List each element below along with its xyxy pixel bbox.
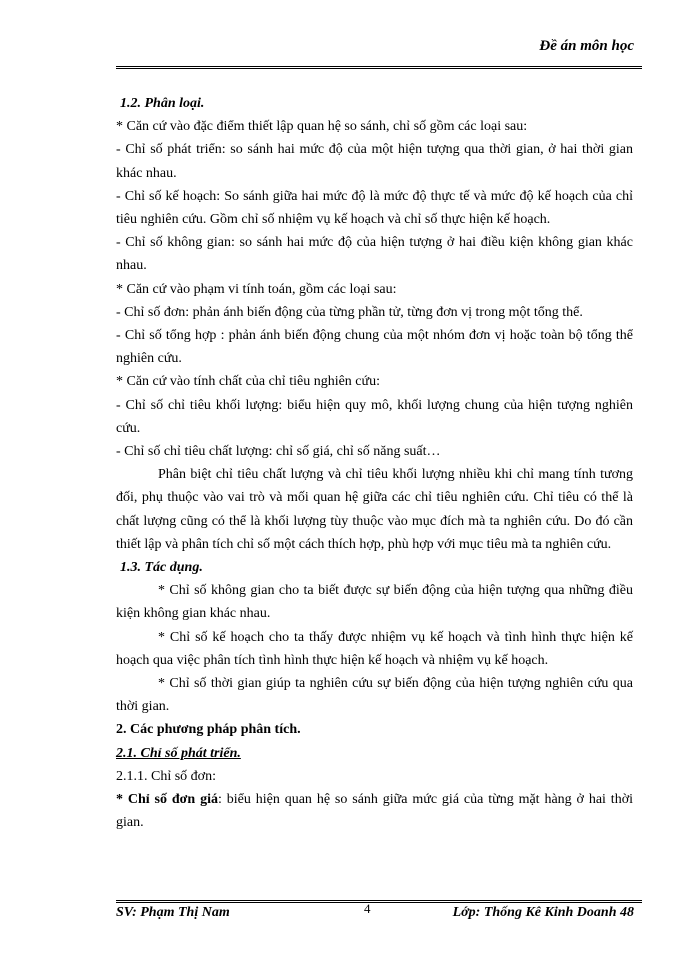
section-heading-1-2: 1.2. Phân loại. — [120, 96, 205, 111]
term-definition: : biểu hiện quan hệ so sánh giữa mức giá của từng mặt hàng ở hai thời gian. — [116, 792, 633, 831]
paragraph: * Căn cứ vào tính chất của chỉ tiêu nghiên cứu: — [116, 374, 380, 390]
section-heading-2-1: 2.1. Chỉ số phát triển. — [116, 745, 241, 761]
paragraph: * Chỉ số kế hoạch cho ta thấy được nhiệm vụ kế hoạch và tình hình thực hiện kế hoạch qua việc phân tích tình hình thực hiện kế hoạch và nhiệm vụ kế hoạch. — [116, 629, 633, 668]
footer-student: SV: Phạm Thị Nam — [116, 905, 230, 920]
term-label: * Chỉ số đơn giá — [116, 792, 218, 808]
paragraph: * Chỉ số thời gian giúp ta nghiên cứu sự biến động của hiện tượng nghiên cứu qua thời gian. — [116, 676, 633, 715]
paragraph: - Chỉ số đơn: phản ánh biến động của từng phần tử, từng đơn vị trong một tổng thể. — [116, 304, 583, 320]
page-number: 4 — [364, 901, 371, 916]
paragraph: * Căn cứ vào đặc điểm thiết lập quan hệ so sánh, chỉ số gồm các loại sau: — [116, 119, 528, 135]
header-title: Đề án môn học — [539, 38, 634, 54]
paragraph: * Chỉ số không gian cho ta biết được sự biến động của hiện tượng qua những điều kiện không gian khác nhau. — [116, 583, 633, 622]
section-heading-1-3: 1.3. Tác dụng. — [120, 560, 203, 576]
document-body — [116, 92, 633, 835]
header-rule — [116, 66, 642, 69]
paragraph — [116, 788, 633, 834]
paragraph: Phân biệt chỉ tiêu chất lượng và chỉ tiêu khối lượng nhiều khi chỉ mang tính tương đối, phụ thuộc vào vai trò và mối quan hệ giữa các chỉ tiêu nghiên cứu. Chỉ tiêu có thể là chất lượng cũng có thể là khối lượng tùy thuộc vào mục đích mà ta nghiên cứu. Do đó cần thiết lập và phân tích chỉ số một cách thích hợp, phù hợp với mục tiêu mà ta nghiên cứu. — [116, 467, 633, 552]
footer-rule — [116, 900, 642, 903]
paragraph: - Chỉ số tổng hợp : phản ánh biến động chung của một nhóm đơn vị hoặc toàn bộ tổng thể nghiên cứu. — [116, 328, 633, 367]
section-heading-2: 2. Các phương pháp phân tích. — [116, 722, 301, 738]
paragraph: - Chỉ số chỉ tiêu khối lượng: biểu hiện quy mô, khối lượng chung của hiện tượng nghiên cứu. — [116, 397, 633, 436]
paragraph: - Chỉ số kế hoạch: So sánh giữa hai mức độ là mức độ thực tế và mức độ kế hoạch của chỉ tiêu nghiên cứu. Gồm chỉ số nhiệm vụ kế hoạch và chỉ số thực hiện kế hoạch. — [116, 188, 633, 228]
paragraph: - Chỉ số phát triển: so sánh hai mức độ của một hiện tượng qua thời gian, ở hai thời gian khác nhau. — [116, 142, 633, 181]
subsection-heading-2-1-1: 2.1.1. Chỉ số đơn: — [116, 768, 216, 784]
footer-class: Lớp: Thống Kê Kinh Doanh 48 — [452, 905, 634, 920]
paragraph: - Chỉ số chỉ tiêu chất lượng: chỉ số giá, chỉ số năng suất… — [116, 444, 441, 460]
paragraph: - Chỉ số không gian: so sánh hai mức độ của hiện tượng ở hai điều kiện không gian khác nhau. — [116, 235, 633, 274]
paragraph: * Căn cứ vào phạm vi tính toán, gồm các loại sau: — [116, 281, 397, 297]
